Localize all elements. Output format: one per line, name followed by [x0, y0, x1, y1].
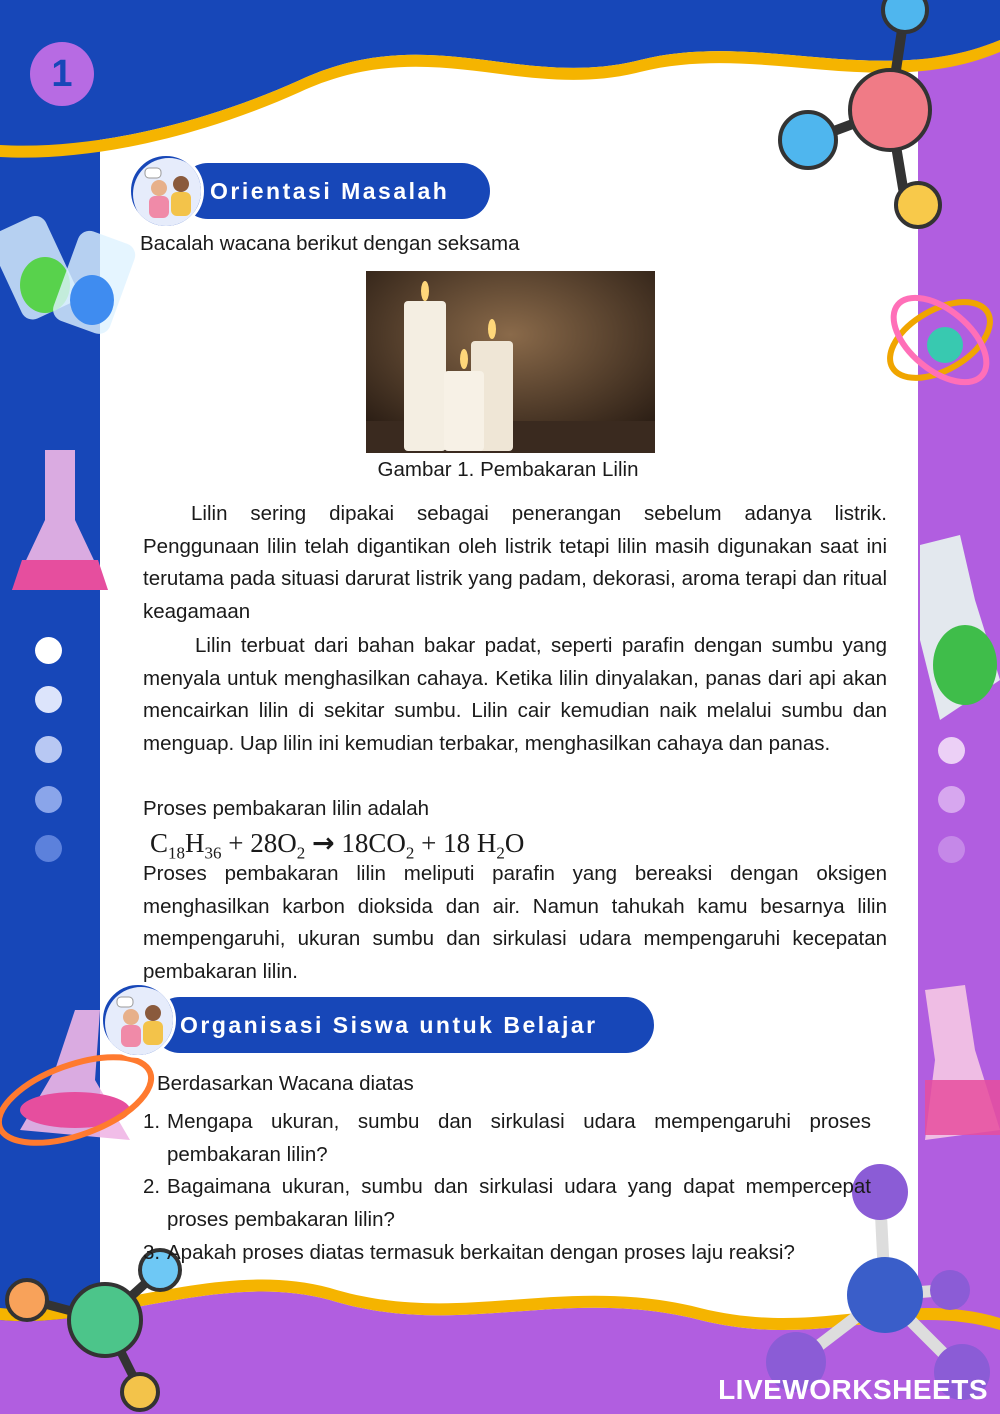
question-text: Bagaimana ukuran, sumbu dan sirkulasi udara yang dapat mempercepat proses pembakaran lilin?	[167, 1175, 871, 1232]
eq-co2: 18CO	[341, 828, 406, 858]
eq-c-sub: 18	[168, 843, 186, 863]
figure-caption: Gambar 1. Pembakaran Lilin	[377, 458, 639, 481]
question-list	[143, 1106, 871, 1270]
paragraph-4: Proses pembakaran lilin meliputi parafin yang bereaksi dengan oksigen menghasilkan karbon dioksida dan air. Namun tahukah kamu besarnya lilin mempengaruhi, ukuran sumbu dan sirkulasi udara mempengaruhi kecepatan pembakaran lilin.	[143, 862, 887, 984]
paragraph-2-text: Lilin terbuat dari bahan bakar padat, seperti parafin dengan sumbu yang menyala untuk menghasilkan cahaya. Ketika lilin dinyalakan, panas dari api akan mencairkan lilin di sekitar sumbu. Lilin cair kemudian naik melalui sumbu dan menguap. Uap lilin ini kemudian terbakar, menghasilkan cahaya dan panas.	[143, 634, 887, 756]
section-header-organisasi	[152, 997, 654, 1053]
section-header-orientasi	[180, 163, 490, 219]
question-item	[143, 1237, 871, 1270]
liveworksheets-logo: LIVEWORKSHEETS	[718, 1374, 988, 1405]
paragraph-2	[143, 630, 887, 761]
eq-h-sub: 36	[204, 843, 222, 863]
eq-h2o-sub: 2	[496, 843, 505, 863]
question-number: 3.	[143, 1240, 161, 1264]
eq-o2-sub: 2	[296, 843, 306, 863]
students-avatar-icon	[128, 153, 204, 229]
based-on-text: Berdasarkan Wacana diatas	[157, 1072, 414, 1095]
question-item	[143, 1106, 871, 1171]
paragraph-1-text: Lilin sering dipakai sebagai penerangan sebelum adanya listrik. Penggunaan lilin telah digantikan oleh listrik tetapi lilin masih digunakan saat ini terutama pada situasi darurat listrik yang padam, dekorasi, aroma terapi dan ritual keagamaan	[143, 502, 887, 624]
students-avatar-icon	[100, 982, 176, 1058]
eq-c: C	[150, 828, 169, 858]
intro-text: Bacalah wacana berikut dengan seksama	[140, 232, 520, 255]
question-number: 1.	[143, 1110, 161, 1133]
section-title: Orientasi Masalah	[210, 178, 450, 204]
eq-co2-sub: 2	[405, 843, 415, 863]
dot-indicator	[938, 737, 965, 764]
eq-h: H	[185, 828, 205, 858]
page-number-badge: 1	[30, 42, 94, 106]
candles-photo	[366, 271, 655, 453]
eq-o: O	[504, 828, 525, 858]
paragraph-3: Proses pembakaran lilin adalah	[143, 797, 430, 820]
dot-indicator	[35, 786, 62, 813]
question-text: Apakah proses diatas termasuk berkaitan dengan proses laju reaksi?	[167, 1240, 795, 1264]
dot-indicator	[35, 637, 62, 664]
dot-indicator	[938, 836, 965, 863]
eq-o2: + 28O	[228, 828, 297, 858]
dot-indicator	[35, 835, 62, 862]
question-item	[143, 1171, 871, 1236]
dot-indicator	[35, 736, 62, 763]
arrow-icon: →	[312, 828, 335, 859]
question-number: 2.	[143, 1175, 161, 1199]
paragraph-1	[143, 498, 887, 629]
dot-indicator	[35, 686, 62, 713]
question-text: Mengapa ukuran, sumbu dan sirkulasi udara mempengaruhi proses pembakaran lilin?	[167, 1110, 871, 1166]
section-title: Organisasi Siswa untuk Belajar	[180, 1012, 598, 1038]
dot-indicator	[938, 786, 965, 813]
eq-h2o: + 18 H	[421, 828, 497, 858]
